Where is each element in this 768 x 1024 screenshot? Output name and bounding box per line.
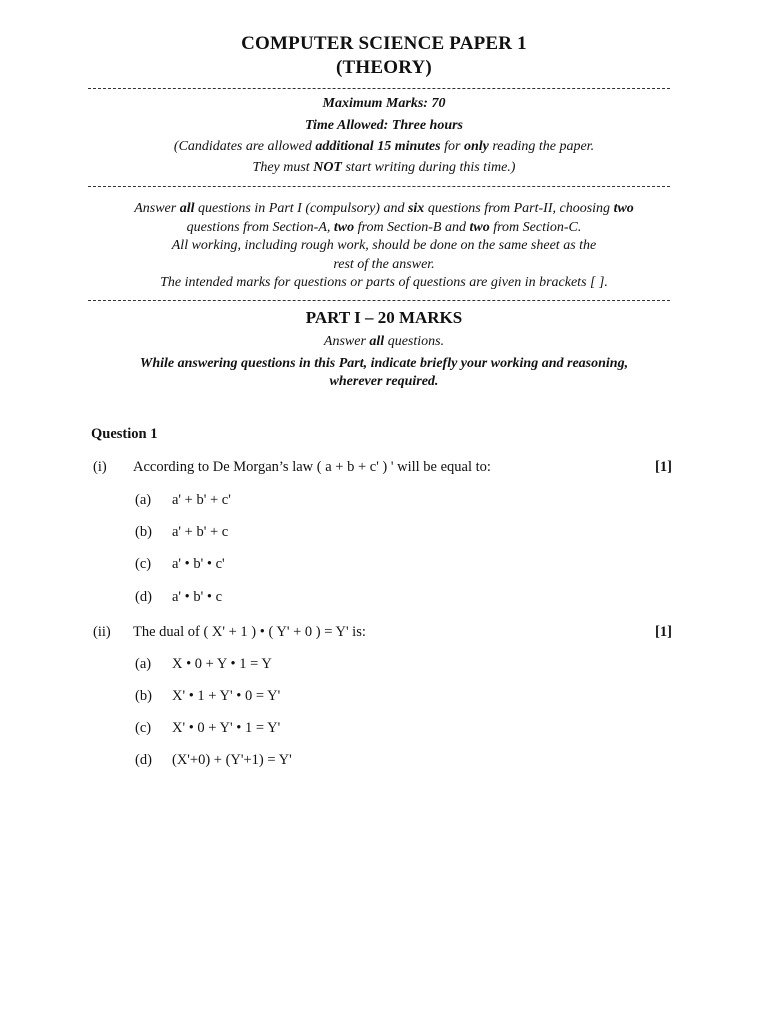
instruction-text: Answer — [134, 201, 180, 216]
option-label: (b) — [135, 524, 152, 540]
instruction-text: from Section-C. — [489, 220, 582, 235]
instruction-line: All working, including rough work, should be done on the same sheet as the — [171, 238, 597, 253]
no-writing-text: start writing during this time.) — [341, 160, 516, 175]
max-marks: Maximum Marks: 70 — [322, 96, 446, 111]
no-writing-note — [0, 160, 768, 176]
option-label: (d) — [135, 752, 152, 768]
question-text: The dual of ( X' + 1 ) • ( Y' + 0 ) = Y' is: — [133, 624, 366, 640]
option-label: (c) — [135, 556, 152, 572]
option-label: (a) — [135, 656, 152, 672]
option-text: a' + b' + c — [172, 524, 229, 540]
option-label: (b) — [135, 688, 152, 704]
instruction-emphasis: all — [179, 201, 195, 216]
answer-text: questions. — [384, 334, 445, 349]
divider — [88, 88, 670, 89]
time-allowed: Time Allowed: Three hours — [304, 118, 464, 133]
reading-emphasis: additional 15 minutes — [315, 139, 441, 154]
question-text: According to De Morgan’s law ( a + b + c' ) ' will be equal to: — [133, 459, 491, 475]
instruction-text: questions from Section-A, — [186, 220, 334, 235]
reading-text: reading the paper. — [488, 139, 595, 154]
answer-all-note — [0, 334, 768, 350]
reading-time-note — [0, 139, 768, 155]
divider — [88, 186, 670, 187]
instruction-line — [0, 220, 768, 236]
instruction-text: questions in Part I (compulsory) and — [194, 201, 408, 216]
option-text: a' + b' + c' — [172, 492, 231, 508]
reading-text: for — [440, 139, 464, 154]
question-part-number: (ii) — [93, 624, 111, 640]
instruction-line — [0, 201, 768, 217]
no-writing-text: They must — [252, 160, 314, 175]
option-text: X' • 0 + Y' • 1 = Y' — [172, 720, 281, 736]
part-title: PART I – 20 MARKS — [305, 308, 463, 327]
option-label: (c) — [135, 720, 152, 736]
instruction-emphasis: two — [613, 201, 634, 216]
reading-text: (Candidates are allowed — [173, 139, 316, 154]
option-text: (X'+0) + (Y'+1) = Y' — [172, 752, 292, 768]
paper-title: COMPUTER SCIENCE PAPER 1 — [241, 33, 527, 54]
instruction-emphasis: two — [333, 220, 355, 235]
no-writing-emphasis: NOT — [313, 160, 342, 175]
reasoning-note: wherever required. — [329, 374, 439, 389]
reading-emphasis: only — [463, 139, 489, 154]
option-label: (d) — [135, 589, 152, 605]
question-heading: Question 1 — [91, 426, 158, 442]
option-text: X' • 1 + Y' • 0 = Y' — [172, 688, 281, 704]
instruction-line: The intended marks for questions or parts of questions are given in brackets [ ]. — [160, 275, 608, 290]
answer-text: Answer — [323, 334, 370, 349]
instruction-text: from Section-B and — [354, 220, 470, 235]
instruction-text: questions from Part-II, choosing — [424, 201, 614, 216]
divider — [88, 300, 670, 301]
instruction-emphasis: two — [469, 220, 490, 235]
answer-emphasis: all — [369, 334, 385, 349]
option-text: a' • b' • c' — [172, 556, 225, 572]
instruction-emphasis: six — [407, 201, 425, 216]
instruction-line: rest of the answer. — [333, 257, 435, 272]
question-marks: [1] — [655, 459, 672, 475]
paper-subtitle: (THEORY) — [336, 57, 432, 78]
reasoning-note: While answering questions in this Part, indicate briefly your working and reasoning, — [139, 356, 629, 371]
option-label: (a) — [135, 492, 152, 508]
option-text: a' • b' • c — [172, 589, 222, 605]
option-text: X • 0 + Y • 1 = Y — [172, 656, 272, 672]
question-part-number: (i) — [93, 459, 107, 475]
question-marks: [1] — [655, 624, 672, 640]
